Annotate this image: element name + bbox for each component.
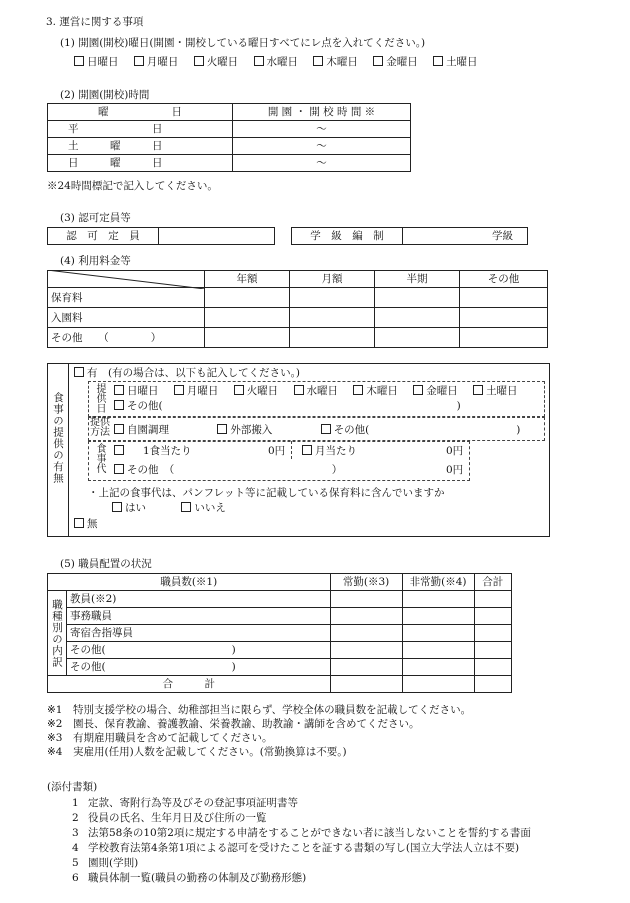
checkbox-icon[interactable] xyxy=(313,56,323,66)
hours-row-label: 平 日 xyxy=(48,121,233,138)
checkbox-icon[interactable] xyxy=(114,464,124,474)
staff-head-full: 常勤(※3) xyxy=(330,574,402,591)
meal-side-label: 食事の提供の有無 xyxy=(52,392,64,484)
attach-item: 6 職員体制一覧(職員の勤務の体制及び勤務形態) xyxy=(72,872,307,884)
checkbox-icon[interactable] xyxy=(321,424,331,434)
fee-cell[interactable] xyxy=(290,308,375,328)
day-option-sun[interactable]: 日曜日 xyxy=(74,56,119,69)
fee-cell[interactable] xyxy=(375,308,460,328)
meal-day-row xyxy=(114,385,518,398)
meal-per-meal[interactable]: 1食当たり xyxy=(114,445,192,458)
hours-table xyxy=(47,103,411,172)
staff-cell[interactable] xyxy=(474,608,511,625)
checkbox-icon[interactable] xyxy=(234,385,244,395)
checkbox-icon[interactable] xyxy=(473,385,483,395)
fee-corner xyxy=(48,271,205,288)
q3-label: (3) 認可定員等 xyxy=(60,212,131,224)
staff-table xyxy=(47,573,512,693)
staff-note: ※4 実雇用(任用)人数を記載してください。(常勤換算は不要。) xyxy=(47,746,347,758)
meal-method-label: 提供方法 xyxy=(90,417,110,438)
checkbox-icon[interactable] xyxy=(254,56,264,66)
checkbox-icon[interactable] xyxy=(74,56,84,66)
checkbox-icon[interactable] xyxy=(114,400,124,410)
attach-item: 1 定款、寄附行為等及びその登記事項証明書等 xyxy=(72,797,298,809)
q5-label: (5) 職員配置の状況 xyxy=(60,558,152,570)
meal-per-meal-yen[interactable]: 0円 xyxy=(268,445,286,457)
hours-row-input[interactable]: 〜 xyxy=(233,155,411,172)
staff-cell[interactable] xyxy=(330,642,402,659)
meal-day-thu[interactable]: 木曜日 xyxy=(353,385,398,398)
meal-method-other[interactable]: その他( ) xyxy=(321,424,521,436)
class-table xyxy=(291,227,528,245)
checkbox-icon[interactable] xyxy=(373,56,383,66)
meal-side-cell xyxy=(47,363,69,537)
section-3-heading: 3. 運営に関する事項 xyxy=(46,16,144,28)
staff-cell[interactable] xyxy=(402,608,474,625)
fee-cell[interactable] xyxy=(375,328,460,348)
staff-total-label: 合 計 xyxy=(48,676,331,693)
checkbox-icon[interactable] xyxy=(114,445,124,455)
staff-note: ※1 特別支援学校の場合、幼稚部担当に限らず、学校全体の職員数を記載してください。 xyxy=(47,704,472,716)
staff-cell[interactable] xyxy=(330,625,402,642)
meal-method-outside[interactable]: 外部搬入 xyxy=(217,424,317,437)
meal-method-row xyxy=(114,424,520,437)
checkbox-icon[interactable] xyxy=(353,385,363,395)
fee-cell[interactable] xyxy=(205,308,290,328)
day-option-thu[interactable]: 木曜日 xyxy=(313,56,358,69)
staff-cell[interactable] xyxy=(402,659,474,676)
day-option-tue[interactable]: 火曜日 xyxy=(194,56,239,69)
staff-cell[interactable] xyxy=(330,676,402,693)
checkbox-icon[interactable] xyxy=(413,385,423,395)
meal-method-self[interactable]: 自園調理 xyxy=(114,424,214,437)
hours-row-input[interactable]: 〜 xyxy=(233,121,411,138)
staff-cell[interactable] xyxy=(402,591,474,608)
hours-note: ※24時間標記で記入してください。 xyxy=(47,180,218,192)
fee-row-label: 保育料 xyxy=(48,288,205,308)
checkbox-icon[interactable] xyxy=(294,385,304,395)
attach-heading: (添付書類) xyxy=(47,781,98,793)
staff-head-count: 職員数(※1) xyxy=(48,574,331,591)
fee-head-month: 月額 xyxy=(290,271,375,288)
meal-per-month[interactable]: 月当たり xyxy=(302,445,357,458)
checkbox-icon[interactable] xyxy=(134,56,144,66)
fee-cell[interactable] xyxy=(205,328,290,348)
staff-cell[interactable] xyxy=(402,676,474,693)
checkbox-icon[interactable] xyxy=(194,56,204,66)
staff-row-label: 寄宿舎指導員 xyxy=(67,625,331,642)
meal-day-wed[interactable]: 水曜日 xyxy=(294,385,339,398)
attach-item: 3 法第58条の10第2項に規定する申請をすることができない者に該当しないことを誓約する書面 xyxy=(72,827,531,839)
staff-note: ※3 有期雇用職員を含めて記載してください。 xyxy=(47,732,273,744)
meal-no-option[interactable]: 無 xyxy=(74,518,98,531)
attach-item: 2 役員の氏名、生年月日及び住所の一覧 xyxy=(72,812,267,824)
staff-cell[interactable] xyxy=(474,659,511,676)
fee-row-label: その他 （ ） xyxy=(48,328,205,348)
day-option-mon[interactable]: 月曜日 xyxy=(134,56,179,69)
staff-cell[interactable] xyxy=(474,642,511,659)
meal-cost-other[interactable]: その他 （ ） xyxy=(114,464,342,477)
checkbox-icon[interactable] xyxy=(74,518,84,528)
staff-cell[interactable] xyxy=(474,591,511,608)
staff-cell[interactable] xyxy=(330,591,402,608)
checkbox-icon[interactable] xyxy=(217,424,227,434)
day-option-wed[interactable]: 水曜日 xyxy=(254,56,299,69)
meal-day-sat[interactable]: 土曜日 xyxy=(473,385,518,398)
hours-row-input[interactable]: 〜 xyxy=(233,138,411,155)
staff-cell[interactable] xyxy=(474,625,511,642)
checkbox-icon[interactable] xyxy=(181,502,191,512)
staff-cell[interactable] xyxy=(330,608,402,625)
hours-row-label: 日 曜 日 xyxy=(48,155,233,172)
staff-head-part: 非常勤(※4) xyxy=(402,574,474,591)
fee-head-other: その他 xyxy=(460,271,548,288)
q2-label: (2) 開園(開校)時間 xyxy=(60,89,150,101)
checkbox-icon[interactable] xyxy=(114,385,124,395)
fee-cell[interactable] xyxy=(460,328,548,348)
fee-head-year: 年額 xyxy=(205,271,290,288)
meal-day-sun[interactable]: 日曜日 xyxy=(114,385,159,398)
fee-row-label: 入園料 xyxy=(48,308,205,328)
fee-cell[interactable] xyxy=(460,288,548,308)
checkbox-icon[interactable] xyxy=(114,424,124,434)
checkbox-icon[interactable] xyxy=(74,367,84,377)
staff-cell[interactable] xyxy=(402,625,474,642)
day-option-sat[interactable]: 土曜日 xyxy=(433,56,478,69)
day-option-fri[interactable]: 金曜日 xyxy=(373,56,418,69)
fee-cell[interactable] xyxy=(205,288,290,308)
hours-head-day: 曜 日 xyxy=(48,104,233,121)
checkbox-icon[interactable] xyxy=(433,56,443,66)
meal-answer-row xyxy=(112,502,226,515)
fee-table xyxy=(47,270,548,348)
fee-cell[interactable] xyxy=(290,288,375,308)
meal-day-mon[interactable]: 月曜日 xyxy=(174,385,219,398)
staff-side-cell xyxy=(48,591,67,676)
fee-cell[interactable] xyxy=(460,308,548,328)
staff-side-label: 職種別の内訳 xyxy=(51,598,63,668)
staff-row-label: その他( ) xyxy=(67,642,331,659)
staff-note: ※2 園長、保育教諭、養護教諭、栄養教諭、助教諭・講師を含めてください。 xyxy=(47,718,420,730)
meal-yes-option[interactable]: 有 (有の場合は、以下も記入してください。) xyxy=(74,367,300,380)
meal-day-label: 提供日 xyxy=(94,383,105,413)
q1-label: (1) 開園(開校)曜日(開園・開校している曜日すべてにレ点を入れてください。) xyxy=(60,37,426,49)
meal-day-other[interactable]: その他( ) xyxy=(114,400,461,413)
checkbox-icon[interactable] xyxy=(112,502,122,512)
class-input[interactable]: 学級 xyxy=(403,228,528,245)
meal-answer-no[interactable]: いいえ xyxy=(181,502,226,514)
meal-question: ・上記の食事代は、パンフレット等に記載している保育料に含んでいますか xyxy=(88,487,445,499)
checkbox-icon[interactable] xyxy=(174,385,184,395)
q4-label: (4) 利用料金等 xyxy=(60,255,131,267)
staff-cell[interactable] xyxy=(402,642,474,659)
day-checkbox-row xyxy=(74,56,490,69)
meal-cost-other-yen[interactable]: 0円 xyxy=(446,464,464,476)
meal-day-fri[interactable]: 金曜日 xyxy=(413,385,458,398)
hours-row-label: 土 曜 日 xyxy=(48,138,233,155)
fee-cell[interactable] xyxy=(375,288,460,308)
staff-row-label: 事務職員 xyxy=(67,608,331,625)
capacity-table xyxy=(47,227,275,245)
capacity-input[interactable] xyxy=(159,228,275,245)
hours-head-time: 開 園 ・ 開 校 時 間 ※ xyxy=(233,104,411,121)
attach-item: 4 学校教育法第4条第1項による認可を受けたことを証する書類の写し(国立大学法人立は不要) xyxy=(72,842,520,854)
capacity-label: 認 可 定 員 xyxy=(48,228,159,245)
meal-cost-divider xyxy=(291,441,292,459)
staff-cell[interactable] xyxy=(330,659,402,676)
meal-cost-label: 食事代 xyxy=(94,443,105,473)
meal-day-tue[interactable]: 火曜日 xyxy=(234,385,279,398)
staff-cell[interactable] xyxy=(474,676,511,693)
fee-head-half: 半期 xyxy=(375,271,460,288)
meal-per-month-yen[interactable]: 0円 xyxy=(446,445,464,457)
staff-row-label: 教員(※2) xyxy=(67,591,331,608)
staff-head-total: 合計 xyxy=(474,574,511,591)
meal-answer-yes[interactable]: はい xyxy=(112,502,178,515)
checkbox-icon[interactable] xyxy=(302,445,312,455)
attach-item: 5 園則(学則) xyxy=(72,857,139,869)
class-label: 学 級 編 制 xyxy=(292,228,403,245)
fee-cell[interactable] xyxy=(290,328,375,348)
staff-row-label: その他( ) xyxy=(67,659,331,676)
